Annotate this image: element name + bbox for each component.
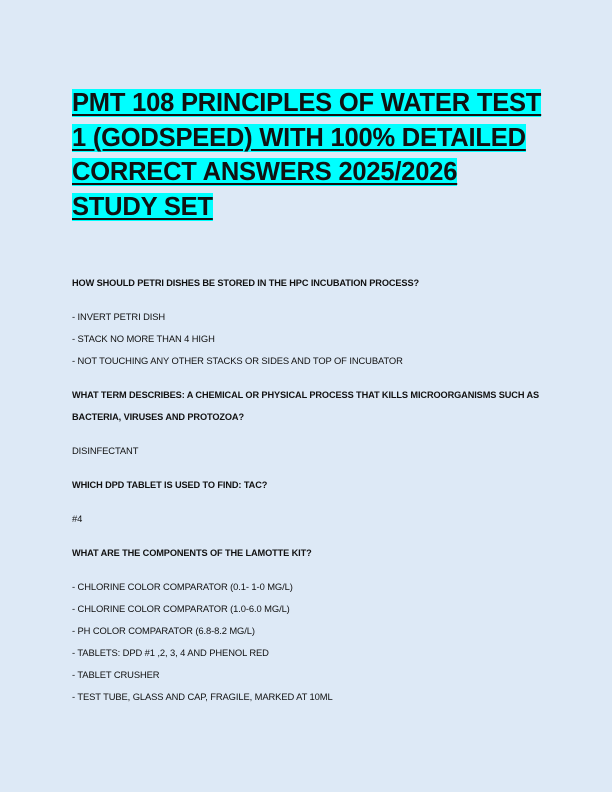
answer-line: - INVERT PETRI DISH — [72, 311, 166, 322]
answer-line: - TABLET CRUSHER — [72, 669, 160, 680]
answer-list — [72, 306, 542, 372]
question-text: WHAT ARE THE COMPONENTS OF THE LAMOTTE KIT? — [72, 548, 312, 558]
answer-line: - CHLORINE COLOR COMPARATOR (1.0-6.0 MG/L) — [72, 603, 290, 614]
qa-item — [72, 474, 542, 530]
qa-item — [72, 272, 542, 372]
question-text: HOW SHOULD PETRI DISHES BE STORED IN THE HPC INCUBATION PROCESS? — [72, 278, 420, 288]
qa-item — [72, 384, 542, 462]
qa-list — [72, 272, 542, 708]
answer-line: DISINFECTANT — [72, 445, 139, 456]
question-text: WHAT TERM DESCRIBES: A CHEMICAL OR PHYSICAL PROCESS THAT KILLS MICROORGANISMS SUCH AS BACTERIA, VIRUSES AND PROTOZOA? — [72, 390, 540, 422]
answer-line: - STACK NO MORE THAN 4 HIGH — [72, 333, 215, 344]
answer-line: - CHLORINE COLOR COMPARATOR (0.1- 1-0 MG/L) — [72, 581, 293, 592]
answer-list — [72, 440, 542, 462]
answer-line: - TEST TUBE, GLASS AND CAP, FRAGILE, MARKED AT 10ML — [72, 691, 333, 702]
document-title — [72, 86, 542, 224]
answer-line: #4 — [72, 513, 83, 524]
question-text: WHICH DPD TABLET IS USED TO FIND: TAC? — [72, 480, 268, 490]
answer-line: - NOT TOUCHING ANY OTHER STACKS OR SIDES AND TOP OF INCUBATOR — [72, 355, 403, 366]
answer-list — [72, 508, 542, 530]
qa-item — [72, 542, 542, 708]
answer-line: - TABLETS: DPD #1 ,2, 3, 4 AND PHENOL RED — [72, 647, 269, 658]
document-title-text: PMT 108 PRINCIPLES OF WATER TEST 1 (GODSPEED) WITH 100% DETAILED CORRECT ANSWERS 2025/2026 STUDY SET — [72, 89, 542, 221]
document-page — [72, 86, 542, 708]
answer-list — [72, 576, 542, 708]
answer-line: - PH COLOR COMPARATOR (6.8-8.2 MG/L) — [72, 625, 255, 636]
